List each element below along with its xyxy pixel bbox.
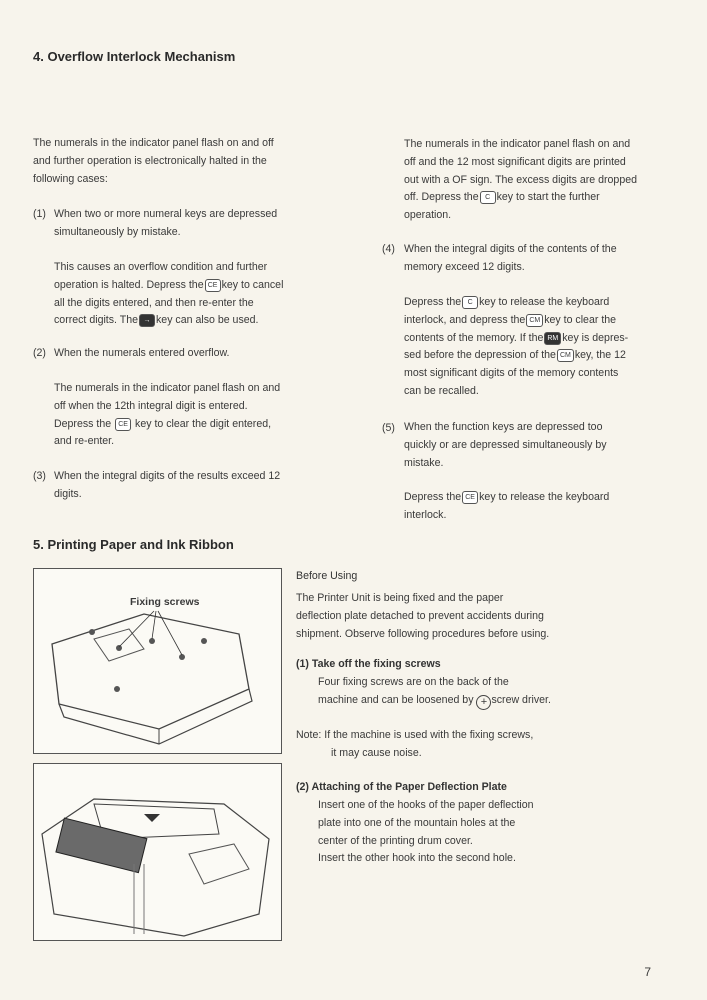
text-line: [404, 347, 653, 365]
text-line: The Printer Unit is being fixed and the paper: [296, 592, 504, 604]
section-4-title: 4. Overflow Interlock Mechanism: [33, 49, 236, 64]
c-key-icon: C: [462, 296, 478, 309]
item-5-detail: [404, 489, 653, 525]
text-line: The numerals in the indicator panel flash on and: [54, 382, 281, 394]
ce-key-icon: CE: [115, 418, 131, 431]
text-fragment: off. Depress the: [404, 191, 479, 204]
text-fragment: key can also be used.: [156, 314, 259, 327]
text-line: When the function keys are depressed too: [404, 421, 603, 433]
text-fragment: Depress the: [404, 296, 462, 308]
right-intro: [404, 136, 653, 225]
text-line: [404, 489, 653, 507]
text-line: all the digits entered, and then re-enter the: [54, 296, 254, 309]
text-line: When the numerals entered overflow.: [54, 347, 230, 359]
text-line: and re-enter.: [54, 435, 115, 448]
left-intro: [33, 135, 303, 188]
printer-unit-illustration: [34, 764, 281, 940]
item-5-number: (5): [382, 422, 395, 434]
text-fragment: Depress the: [404, 491, 462, 503]
c-key-icon: C: [480, 191, 496, 204]
text-line: can be recalled.: [404, 384, 479, 397]
text-fragment: key to start the further: [496, 191, 600, 204]
text-line: shipment. Observe following procedures before using.: [296, 627, 550, 640]
text-line: Four fixing screws are on the back of the: [318, 676, 509, 688]
text-line: digits.: [54, 487, 82, 500]
text-fragment: key is depres-: [562, 331, 629, 344]
step-1-title: (1) Take off the fixing screws: [296, 658, 441, 670]
text-fragment: interlock, and depress the: [404, 313, 526, 326]
text-line: Insert the other hook into the second hole.: [318, 852, 516, 865]
item-2-number: (2): [33, 347, 46, 359]
text-line: most significant digits of the memory contents: [404, 367, 619, 380]
screw-icon: [116, 645, 122, 651]
text-line: The numerals in the indicator panel flash on and: [404, 138, 631, 150]
text-line: plate into one of the mountain holes at the: [318, 816, 516, 829]
text-fragment: sed before the depression of the: [404, 349, 556, 362]
text-fragment: key to release the keyboard: [479, 296, 610, 308]
item-2-detail: [54, 380, 303, 451]
text-fragment: screw driver.: [491, 693, 551, 706]
section-5-title: 5. Printing Paper and Ink Ribbon: [33, 537, 234, 552]
text-line: When the integral digits of the results exceed 12: [54, 470, 281, 482]
text-line: [404, 330, 653, 348]
fixing-screws-figure: [33, 568, 282, 754]
text-line: mistake.: [404, 456, 444, 469]
text-fragment: key to cancel: [221, 278, 284, 291]
text-line: operation.: [404, 209, 452, 222]
note-text: [296, 727, 568, 763]
text-line: interlock.: [404, 508, 447, 521]
rm-key-icon: RM: [544, 332, 561, 345]
text-line: off and the 12 most significant digits are printed: [404, 155, 626, 168]
text-line: [54, 312, 303, 330]
text-line: and further operation is electronically halted in the: [33, 154, 267, 167]
text-fragment: Depress the: [54, 417, 112, 430]
text-line: following cases:: [33, 172, 108, 185]
text-fragment: correct digits. The: [54, 314, 138, 327]
text-line: off when the 12th integral digit is entered.: [54, 399, 248, 412]
item-4-number: (4): [382, 243, 395, 255]
item-4-text: [404, 241, 653, 277]
text-fragment: key to clear the digit entered,: [135, 417, 272, 430]
text-line: When two or more numeral keys are depressed: [54, 208, 278, 220]
item-1-text: [54, 206, 303, 242]
text-line: Insert one of the hooks of the paper deflection: [318, 799, 534, 811]
text-line: out with a OF sign. The excess digits are dropped: [404, 173, 637, 186]
text-line: [54, 277, 303, 295]
text-line: quickly or are depressed simultaneously by: [404, 438, 607, 451]
deflection-plate-figure: [33, 763, 282, 941]
text-fragment: key, the 12: [574, 349, 626, 362]
before-using-heading: Before Using: [296, 570, 358, 582]
text-line: [54, 416, 303, 434]
text-line: simultaneously by mistake.: [54, 225, 181, 238]
item-2-text: [54, 345, 303, 363]
text-fragment: operation is halted. Depress the: [54, 278, 204, 291]
text-line: When the integral digits of the contents of the: [404, 243, 617, 255]
step-2-text: [318, 797, 568, 868]
item-1-number: (1): [33, 208, 46, 220]
text-fragment: machine and can be loosened by: [318, 693, 474, 706]
arrow-key-icon: →: [139, 314, 155, 327]
text-line: This causes an overflow condition and further: [54, 261, 268, 273]
text-fragment: key to release the keyboard: [479, 491, 610, 503]
text-line: The numerals in the indicator panel flash on and off: [33, 137, 274, 149]
plus-screwdriver-icon: +: [476, 695, 491, 710]
deflection-plate-icon: [56, 818, 147, 873]
text-fragment: key to clear the: [544, 313, 617, 326]
text-line: memory exceed 12 digits.: [404, 260, 525, 273]
text-line: it may cause noise.: [331, 746, 422, 759]
page-number: 7: [644, 965, 651, 979]
text-line: [404, 312, 653, 330]
screw-icon: [89, 629, 95, 635]
ce-key-icon: CE: [462, 491, 478, 504]
text-line: [404, 294, 653, 312]
item-3-number: (3): [33, 470, 46, 482]
text-line: center of the printing drum cover.: [318, 834, 473, 847]
step-1-text: [318, 674, 568, 710]
screw-icon: [114, 686, 120, 692]
text-line: [404, 189, 653, 207]
cm-key-icon: CM: [557, 349, 574, 362]
item-3-text: [54, 468, 303, 504]
fixing-screws-label: Fixing screws: [130, 596, 200, 608]
text-line: deflection plate detached to prevent accidents during: [296, 609, 544, 622]
item-4-detail: [404, 294, 653, 401]
screw-icon: [201, 638, 207, 644]
cm-key-icon: CM: [526, 314, 543, 327]
step-2-title: (2) Attaching of the Paper Deflection Plate: [296, 781, 507, 793]
text-fragment: contents of the memory. If the: [404, 331, 544, 344]
ce-key-icon: CE: [205, 279, 221, 292]
text-line: [318, 692, 568, 710]
item-5-text: [404, 419, 653, 472]
item-1-detail: [54, 259, 303, 330]
before-using-text: [296, 590, 568, 643]
text-line: Note: If the machine is used with the fixing screws,: [296, 729, 534, 741]
